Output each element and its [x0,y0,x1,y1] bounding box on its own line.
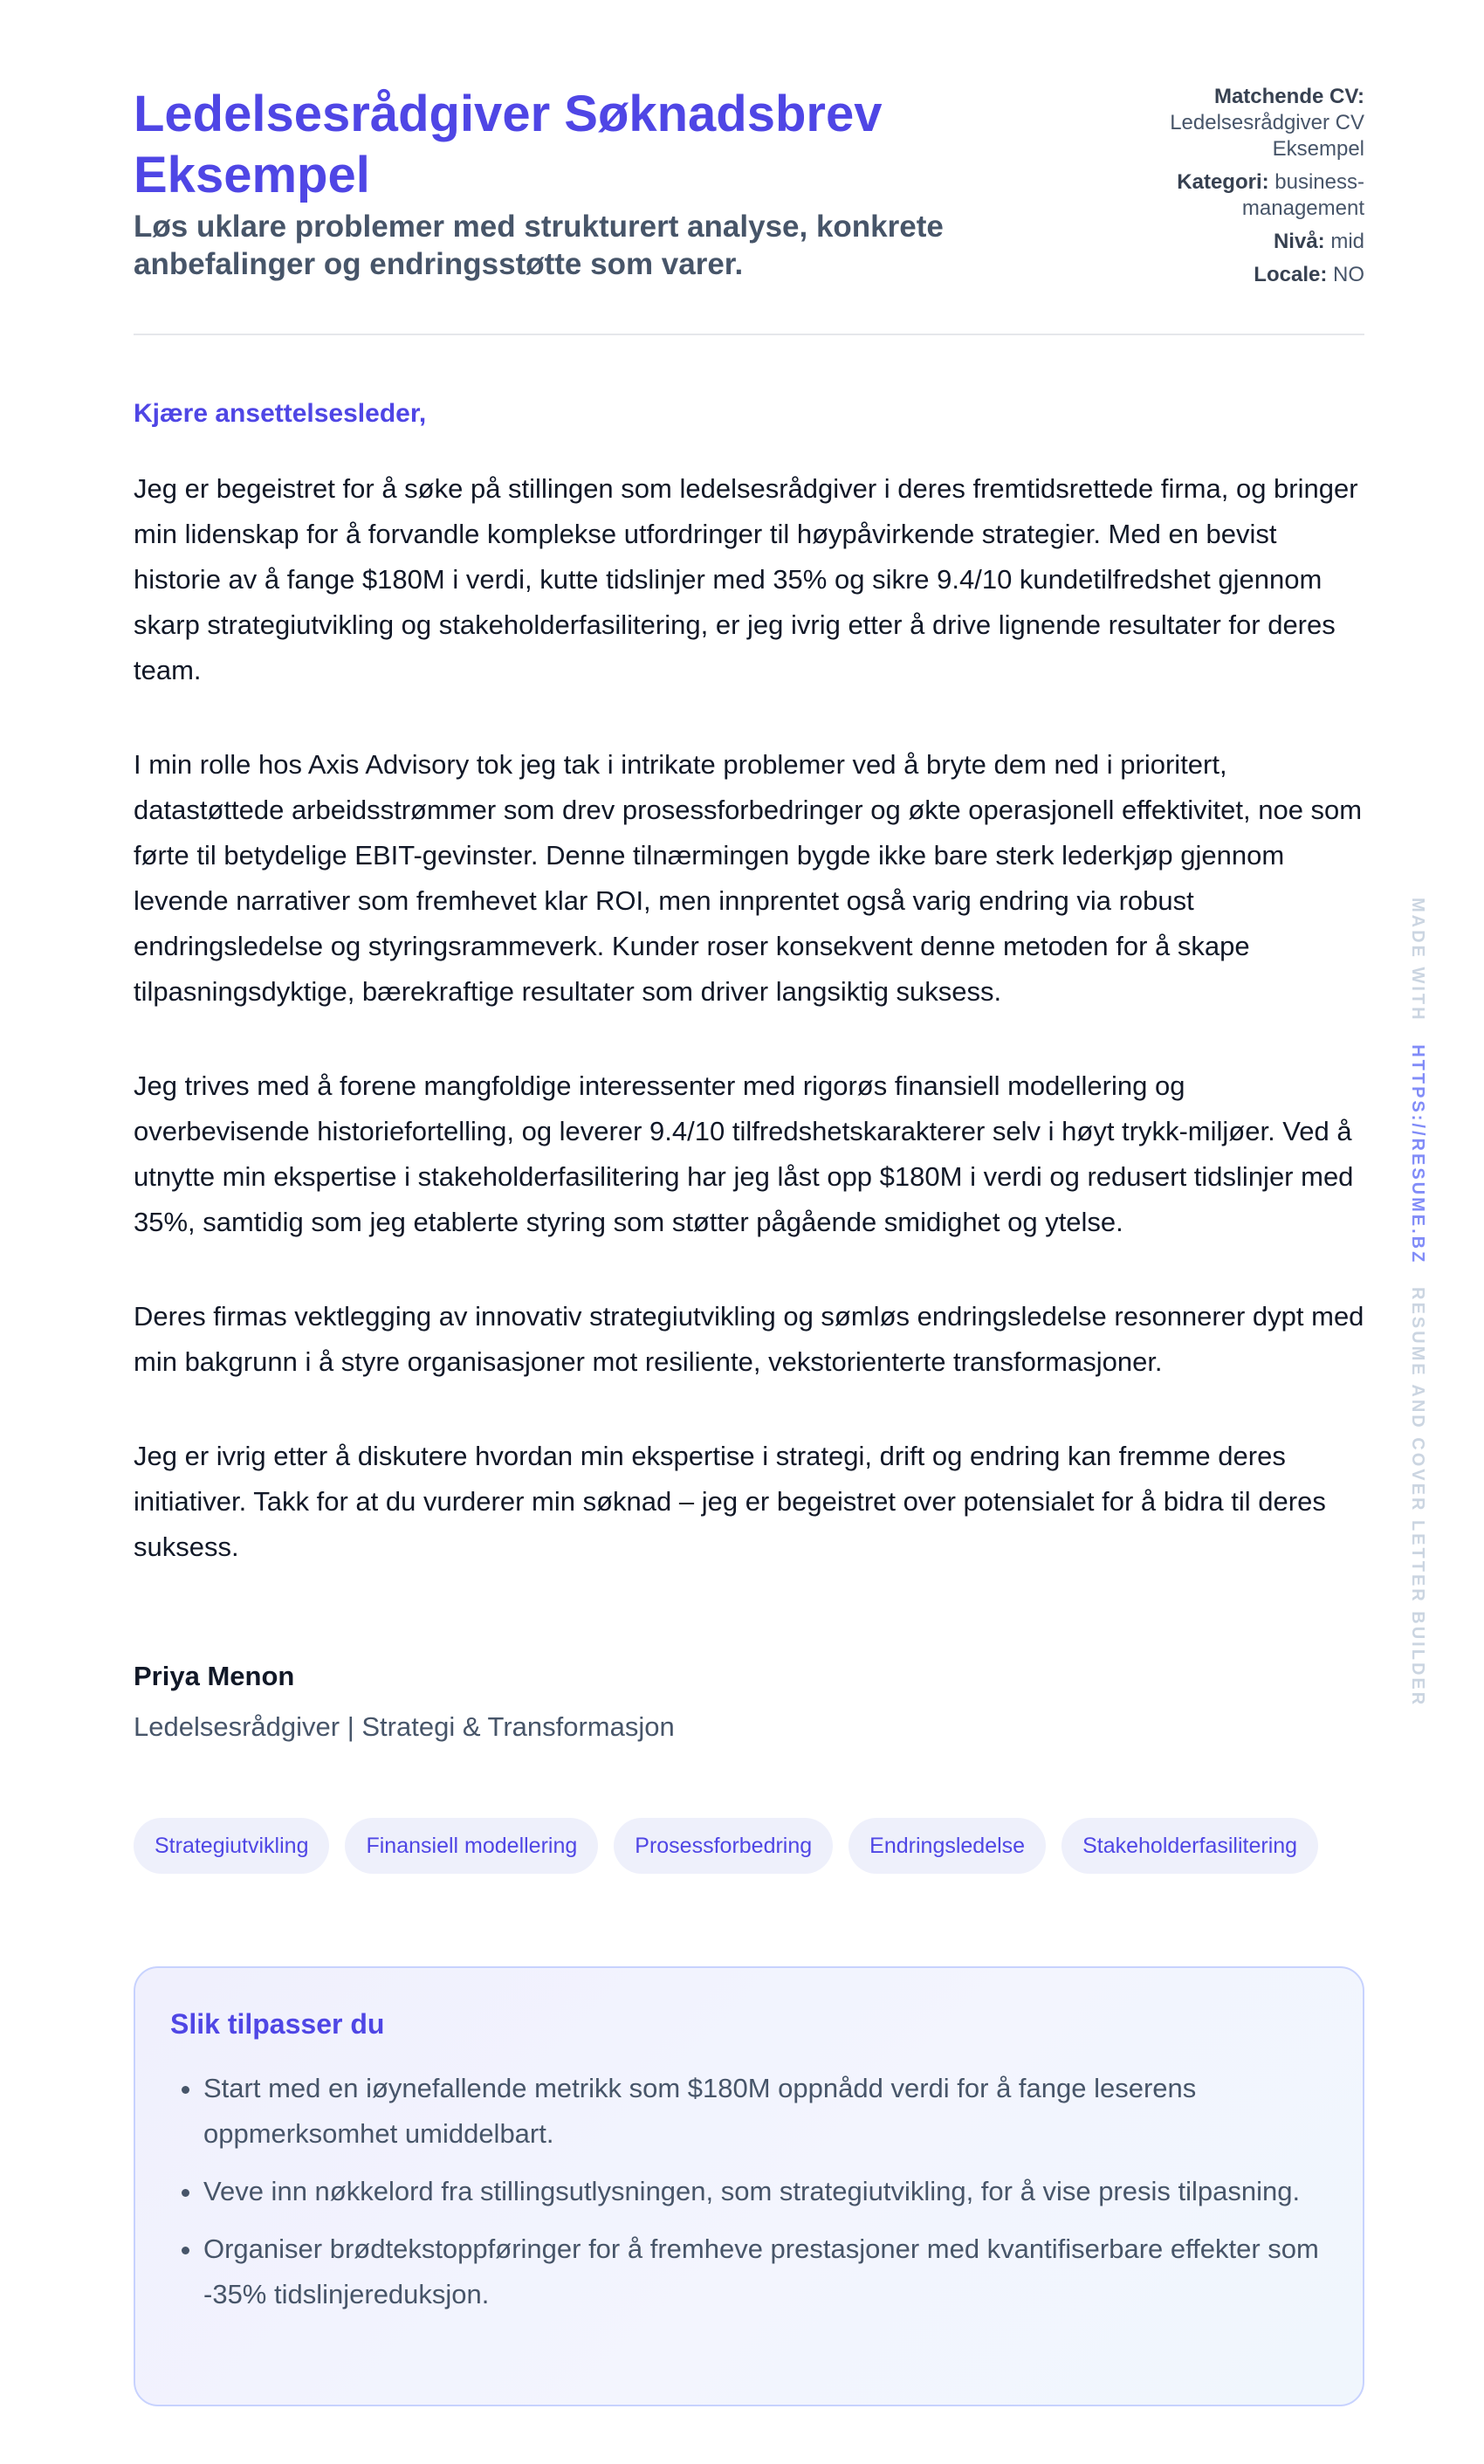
meta-value: NO [1333,263,1364,286]
meta-matching-cv [1085,84,1364,162]
meta-key: Nivå: [1273,230,1325,253]
meta-value: mid [1330,230,1364,253]
tips-title: Slik tilpasser du [170,2008,385,2040]
meta-level [1085,229,1364,255]
tip-item: • Start med en iøynefallende metrikk som $180M oppnådd verdi for å fange leserens oppmerksomhet umiddelbart. [203,2066,1328,2157]
skill-tag: Stakeholderfasilitering [1061,1818,1318,1874]
letter-paragraph: I min rolle hos Axis Advisory tok jeg tak i intrikate problemer ved å bryte dem ned i prioritert, datastøttede arbeidsstrømmer som drev prosessforbedringer og økte operasjonell effektivitet, noe som førte til betydelige EBIT-gevinster. Denne tilnærmingen bygde ikke bare sterk lederkjøp gjennom levende narrativer som fremhevet klar ROI, men innprentet også varig endring via robust endringsledelse og styringsrammeverk. Kunder roser konsekvent denne metoden for å skape tilpasningsdyktige, bærekraftige resultater som driver langsiktig suksess. [134,749,1363,1007]
side-watermark [1407,898,1427,1707]
letter-greeting: Kjære ansettelsesleder, [134,399,427,428]
skill-tags [134,1818,1364,1874]
meta-key: Locale: [1254,263,1328,286]
meta-value: business-management [1241,170,1364,220]
skill-tag: Finansiell modellering [345,1818,598,1874]
meta-value: Ledelsesrådgiver CV Eksempel [1170,111,1364,161]
meta-locale [1085,262,1364,288]
letter-paragraph: Jeg trives med å forene mangfoldige interessenter med rigorøs finansiell modellering og overbevisende historiefortelling, og leverer 9.4/10 tilfredshetskarakterer selv i høyt trykk-miljøer. Ved å utnytte min ekspertise i stakeholderfasilitering har jeg låst opp $180M i verdi og redusert tidslinjer med 35%, samtidig som jeg etablerte styring som støtter pågående smidighet og ytelse. [134,1070,1354,1237]
tips-box [134,1966,1364,2406]
signature-name: Priya Menon [134,1661,295,1691]
letter-body [134,396,1364,1746]
page-subtitle: Løs uklare problemer med strukturert analyse, konkrete anbefalinger og endringsstøtte som varer. [134,210,944,281]
tip-item: • Veve inn nøkkelord fra stillingsutlysningen, som strategiutvikling, for å vise presis tilpasning. [203,2169,1328,2214]
skill-tag: Strategiutvikling [134,1818,329,1874]
meta-category [1085,169,1364,222]
cover-letter-page [134,0,1364,2406]
letter-paragraph: Jeg er begeistret for å søke på stillingen som ledelsesrådgiver i deres fremtidsrettede firma, og bringer min lidenskap for å forvandle komplekse utfordringer til høypåvirkende strategier. Med en bevist historie av å fange $180M i verdi, kutte tidslinjer med 35% og sikre 9.4/10 kundetilfredshet gjennom skarp strategiutvikling og stakeholderfasilitering, er jeg ivrig etter å drive lignende resultater for deres team. [134,473,1358,685]
letter-paragraph: Jeg er ivrig etter å diskutere hvordan min ekspertise i strategi, drift og endring kan fremme deres initiativer. Takk for at du vurderer min søknad – jeg er begeistret over potensialet for å bidra til deres suksess. [134,1441,1326,1562]
page-header [134,0,1364,335]
signature-role: Ledelsesrådgiver | Strategi & Transformasjon [134,1711,675,1742]
page-title: Ledelsesrådgiver Søknadsbrev Eksempel [134,86,883,203]
meta-key: Kategori: [1177,170,1269,194]
watermark-link[interactable]: HTTPS://RESUME.BZ [1408,1044,1427,1265]
watermark-suffix: RESUME AND COVER LETTER BUILDER [1408,1287,1427,1708]
watermark-prefix: MADE WITH [1408,898,1427,1022]
meta-panel [1085,84,1364,295]
tip-item: • Organiser brødtekstoppføringer for å fremheve prestasjoner med kvantifiserbare effekter som -35% tidslinjereduksjon. [203,2227,1328,2317]
skill-tag: Prosessforbedring [614,1818,833,1874]
tips-list [170,2066,1328,2317]
meta-key: Matchende CV: [1213,85,1364,108]
skill-tag: Endringsledelse [848,1818,1046,1874]
letter-paragraph: Deres firmas vektlegging av innovativ strategiutvikling og sømløs endringsledelse resonnerer dypt med min bakgrunn i å styre organisasjoner mot resiliente, vekstorienterte transformasjoner. [134,1301,1364,1377]
